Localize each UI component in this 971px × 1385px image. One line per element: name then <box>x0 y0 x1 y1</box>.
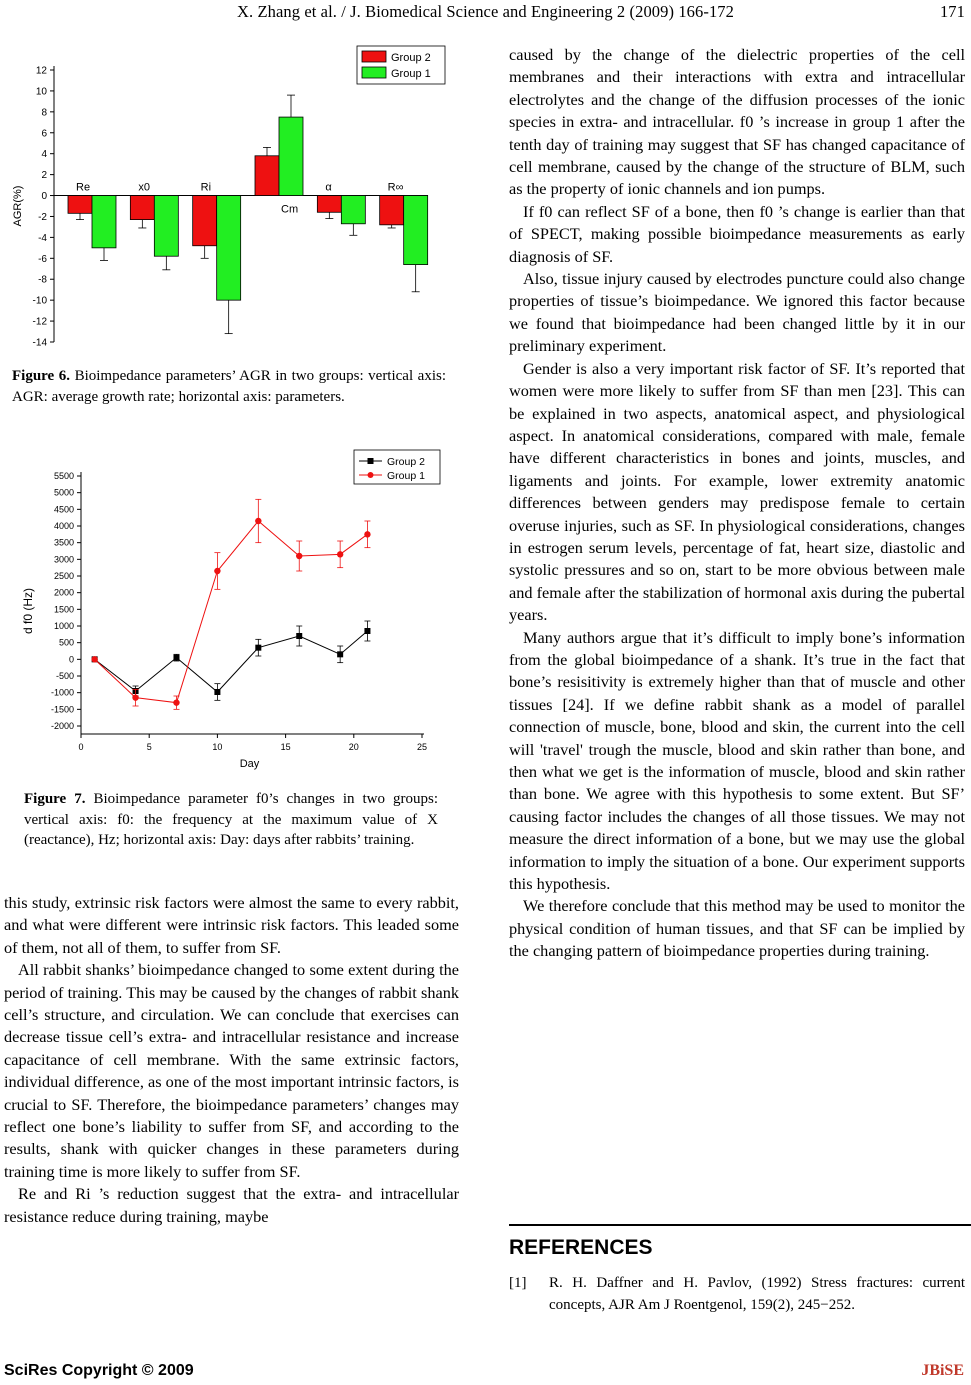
data-point <box>364 628 370 634</box>
left-column-text <box>4 892 459 1228</box>
y-axis-label: AGR(%) <box>12 185 24 227</box>
series-line <box>95 631 368 692</box>
y-tick-label: 10 <box>35 86 47 98</box>
y-tick-label: 0 <box>41 191 47 203</box>
x-tick-label: 25 <box>416 742 428 752</box>
bar <box>68 196 92 214</box>
category-label: Re <box>76 181 91 194</box>
y-tick-label: -500 <box>55 671 74 681</box>
running-header <box>0 2 971 22</box>
y-tick-label: 4000 <box>53 521 74 531</box>
figure-6-caption <box>12 366 446 407</box>
legend-marker <box>368 458 374 464</box>
y-tick-label: 1500 <box>53 604 74 615</box>
legend-marker <box>368 472 374 478</box>
legend-swatch <box>362 51 386 62</box>
y-tick-label: 4500 <box>53 504 74 515</box>
category-label: Ri <box>200 181 212 194</box>
page-number: 171 <box>939 2 965 21</box>
y-tick-label: -6 <box>38 253 47 265</box>
section-divider <box>509 1224 971 1226</box>
paragraph: Re and Ri ’s reduction suggest that the extra- and intracellular resistance reduce during training, maybe <box>4 1184 459 1226</box>
data-point <box>255 645 261 651</box>
y-tick-label: 2000 <box>53 587 74 598</box>
data-point <box>91 656 97 662</box>
paragraph: caused by the change of the dielectric properties of the cell membranes and their interactions with extra and intracellular electrolytes and the change of the diffusion processes of the ionic species in extra- and intracellular. f0 ’s increase in group 1 after the tenth day of training may suggest that SF has changed capacitance of cell membrane, caused by the change of the structure of BLM, such as the property of ionic channels and ion pumps. <box>509 45 965 199</box>
figure-7-caption-text: Bioimpedance parameter f0’s changes in two groups: vertical axis: f0: the frequency at the maximum value of X (reactance), Hz; horizontal axis: Day: days after rabbits’ training. <box>24 791 439 848</box>
paragraph: Many authors argue that it’s difficult to imply bone’s information from the global bioimpedance of a shank. It’s true in the fact that bone’s resisitivity is extremely higher than that of muscle and other tissues [24]. If we define rabbit shank as a model of parallel connection of muscle, bone, blood and skin, the current into the cell will 'travel' trough the muscle, blood and skin rather than bone, and then what we get is the information of muscle, blood and skin rather than bone. We agree with this hypothesis to some extent. But SF’ causing factor includes the changes of all those tissues. We may not measure the direct information of a bone, but we may use the global information to imply the situation of a bone. Our experiment supports this hypothesis. <box>509 627 965 894</box>
reference-text: R. H. Daffner and H. Pavlov, (1992) Stress fractures: current concepts, AJR Am J Roentgenol, 159(2), 245−252. <box>549 1275 965 1313</box>
data-point <box>296 633 302 639</box>
data-point <box>296 553 302 559</box>
figure-6-label: Figure 6. <box>12 368 71 384</box>
reference-item <box>509 1272 965 1316</box>
data-point <box>173 655 179 661</box>
paragraph: All rabbit shanks’ bioimpedance changed to some extent during the period of training. This may be caused by the changes of rabbit shank cell’s structure, and circulation. We can conclude that exercises can decrease tissue cell’s extra- and intracellular resistance and increase capacitance of cell membrane. With the same extrinsic factors, individual difference, as one of the most important intrinsic factors, is crucial to SF. Therefore, the bioimpedance parameters’ changes may reflect one bone’s liability to suffer from SF, and according to the results, shank with quicker changes in these parameters during training time is more likely to suffer from SF. <box>4 960 459 1181</box>
paragraph: this study, extrinsic risk factors were almost the same to every rabbit, and what were different were intrinsic risk factors. This leaded some of them, not all of them, to suffer from SF. <box>4 893 459 957</box>
paragraph: Gender is also a very important risk factor of SF. It’s reported that women were more likely to suffer from SF than men [23]. This can be explained in two aspects, anatomical aspect, and physiological aspect. In anatomical considerations, compared with male, female have different characteristics in bones and joints, muscles, and ligaments and joints. For example, lower extremity anatomic differences between genders may predispose female to certain overuse injuries, such as SF. In physiological considerations, changes in estrogen serum levels, percentage of fat, heart size, diastolic and systolic pressures and so on, start to be more obvious between male and female after the stabilization of hormonal axis during the pubertal years. <box>509 358 965 625</box>
right-column-text <box>509 44 965 963</box>
references-heading: REFERENCES <box>509 1236 653 1259</box>
legend-label: Group 1 <box>387 470 425 482</box>
bar <box>317 196 341 213</box>
y-tick-label: 4 <box>41 149 47 161</box>
category-label: R∞ <box>387 181 404 194</box>
y-tick-label: 12 <box>35 65 47 77</box>
bar <box>217 196 241 301</box>
bar <box>279 117 303 195</box>
legend-swatch <box>362 67 386 78</box>
y-tick-label: -8 <box>38 274 47 286</box>
y-tick-label: -2 <box>38 211 47 223</box>
data-point <box>337 551 343 557</box>
y-tick-label: -10 <box>32 295 47 307</box>
bar <box>193 196 217 246</box>
x-tick-label: 20 <box>348 742 359 752</box>
y-tick-label: 6 <box>41 128 47 140</box>
y-tick-label: 8 <box>41 107 47 119</box>
x-tick-label: 15 <box>280 742 291 752</box>
figure-6-bar-chart <box>8 40 455 358</box>
y-tick-label: 5000 <box>53 487 74 498</box>
x-tick-label: 5 <box>146 742 152 752</box>
bar <box>404 196 428 265</box>
data-point <box>132 694 138 700</box>
copyright-notice: SciRes Copyright © 2009 <box>4 1362 194 1379</box>
series-line <box>95 521 368 703</box>
data-point <box>337 651 343 657</box>
x-tick-label: 10 <box>212 742 223 752</box>
bar <box>341 196 365 224</box>
category-label: x0 <box>138 181 150 194</box>
data-point <box>364 531 370 537</box>
legend-label: Group 2 <box>391 52 431 64</box>
x-axis-label: Day <box>239 758 260 770</box>
figure-7-caption <box>24 789 438 851</box>
y-tick-label: 1000 <box>53 621 74 631</box>
y-tick-label: 500 <box>58 637 74 648</box>
y-tick-label: 3500 <box>53 537 74 548</box>
figure-7-line-chart <box>18 446 450 776</box>
category-label: α <box>325 181 332 194</box>
reference-number: [1] <box>509 1275 527 1291</box>
paragraph: We therefore conclude that this method may be used to monitor the physical condition of human tissues, and that SF can be implied by the changing pattern of bioimpedance properties during training. <box>509 896 965 961</box>
y-tick-label: 2 <box>41 170 47 182</box>
data-point <box>214 689 220 695</box>
running-title: X. Zhang et al. / J. Biomedical Science and Engineering 2 (2009) 166-172 <box>236 2 735 21</box>
data-point <box>173 699 179 705</box>
y-tick-label: 2500 <box>53 571 74 581</box>
y-tick-label: -14 <box>32 337 47 349</box>
y-tick-label: 3000 <box>53 554 74 565</box>
bar <box>92 196 116 248</box>
y-tick-label: -1000 <box>50 687 74 698</box>
bar <box>255 156 279 196</box>
paragraph: Also, tissue injury caused by electrodes puncture could also change properties of tissue’s bioimpedance. We ignored this factor because we found that bioimpedance had been changed little by it in our preliminary experiment. <box>509 269 965 356</box>
paragraph: If f0 can reflect SF of a bone, then f0 ’s change is earlier than that of SPECT, making possible bioimpedance measurements as early diagnosis of SF. <box>509 201 965 266</box>
legend-label: Group 2 <box>387 456 425 468</box>
page-footer <box>4 1362 966 1380</box>
bar <box>154 196 178 257</box>
bar <box>380 196 404 225</box>
y-tick-label: -4 <box>38 232 47 244</box>
figure-7-label: Figure 7. <box>24 791 86 807</box>
data-point <box>214 568 220 574</box>
figure-6-caption-text: Bioimpedance parameters’ AGR in two groups: vertical axis: AGR: average growth rate; horizontal axis: parameters. <box>12 368 447 405</box>
data-point <box>255 518 261 524</box>
y-tick-label: 0 <box>68 654 74 665</box>
y-tick-label: 5500 <box>53 471 74 481</box>
y-tick-label: -2000 <box>50 721 74 731</box>
category-label: Cm <box>281 203 299 216</box>
y-tick-label: -1500 <box>50 704 74 715</box>
y-tick-label: -12 <box>32 316 47 328</box>
journal-name: JBiSE <box>921 1362 964 1379</box>
bar <box>130 196 154 220</box>
legend-label: Group 1 <box>391 68 431 80</box>
y-axis-label: d f0 (Hz) <box>21 587 35 635</box>
x-tick-label: 0 <box>78 742 84 752</box>
